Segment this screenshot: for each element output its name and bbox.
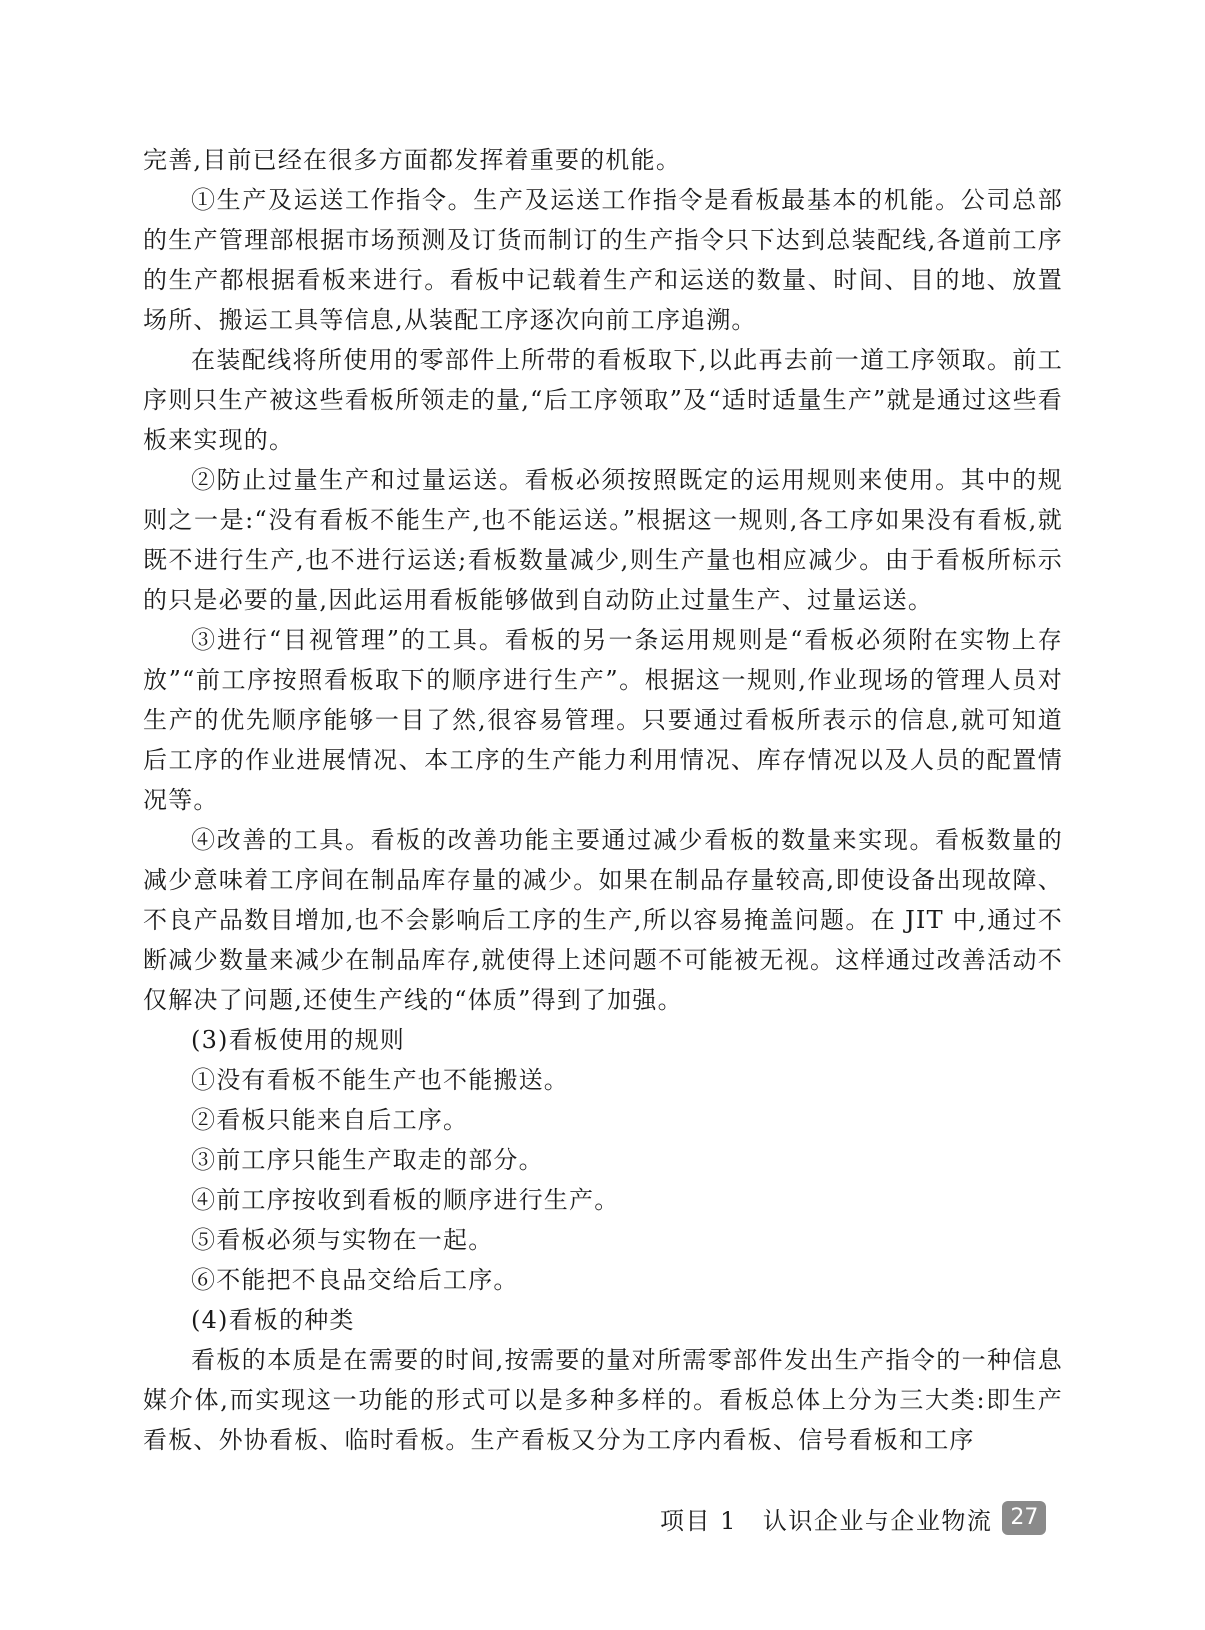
rule-item-1: ①没有看板不能生产也不能搬送。 — [191, 1066, 569, 1094]
page-footer — [660, 1500, 1046, 1536]
paragraph-instruction-function: ①生产及运送工作指令。生产及运送工作指令是看板最基本的机能。公司总部的生产管理部根据市场预测及订货而制订的生产指令只下达到总装配线,各道前工序的生产都根据看板来进行。看板中记载着生产和运送的数量、时间、目的地、放置场所、搬运工具等信息,从装配工序逐次向前工序追溯。 — [143, 186, 1063, 334]
footer-project: 项目 1 — [660, 1506, 737, 1535]
footer-chapter-title: 认识企业与企业物流 — [762, 1506, 993, 1535]
page-number-badge: 27 — [1002, 1501, 1046, 1535]
rule-item-3: ③前工序只能生产取走的部分。 — [191, 1146, 544, 1174]
paragraph-improvement-tool: ④改善的工具。看板的改善功能主要通过减少看板的数量来实现。看板数量的减少意味着工序间在制品库存量的减少。如果在制品存量较高,即使设备出现故障、不良产品数目增加,也不会影响后工序的生产,所以容易掩盖问题。在 JIT 中,通过不断减少数量来减少在制品库存,就使得上述问题不可能被无视。这样通过改善活动不仅解决了问题,还使生产线的“体质”得到了加强。 — [143, 826, 1063, 1014]
paragraph-prevent-overproduction: ②防止过量生产和过量运送。看板必须按照既定的运用规则来使用。其中的规则之一是:“没有看板不能生产,也不能运送。”根据这一规则,各工序如果没有看板,就既不进行生产,也不进行运送;看板数量减少,则生产量也相应减少。由于看板所标示的只是必要的量,因此运用看板能够做到自动防止过量生产、过量运送。 — [143, 466, 1063, 614]
rule-item-2: ②看板只能来自后工序。 — [191, 1106, 469, 1134]
paragraph-intro: 完善,目前已经在很多方面都发挥着重要的机能。 — [143, 146, 682, 174]
paragraph-kanban-types: 看板的本质是在需要的时间,按需要的量对所需零部件发出生产指令的一种信息媒介体,而实现这一功能的形式可以是多种多样的。看板总体上分为三大类:即生产看板、外协看板、临时看板。生产看板又分为工序内看板、信号看板和工序 — [143, 1346, 1063, 1454]
rule-item-5: ⑤看板必须与实物在一起。 — [191, 1226, 494, 1254]
section-heading-rules: (3)看板使用的规则 — [191, 1026, 405, 1054]
paragraph-assembly-line: 在装配线将所使用的零部件上所带的看板取下,以此再去前一道工序领取。前工序则只生产被这些看板所领走的量,“后工序领取”及“适时适量生产”就是通过这些看板来实现的。 — [143, 346, 1063, 454]
rule-item-4: ④前工序按收到看板的顺序进行生产。 — [191, 1186, 620, 1214]
paragraph-visual-management: ③进行“目视管理”的工具。看板的另一条运用规则是“看板必须附在实物上存放”“前工序按照看板取下的顺序进行生产”。根据这一规则,作业现场的管理人员对生产的优先顺序能够一目了然,很容易管理。只要通过看板所表示的信息,就可知道后工序的作业进展情况、本工序的生产能力利用情况、库存情况以及人员的配置情况等。 — [143, 626, 1063, 814]
page-body — [143, 140, 1063, 1460]
rule-item-6: ⑥不能把不良品交给后工序。 — [191, 1266, 519, 1294]
section-heading-types: (4)看板的种类 — [191, 1306, 355, 1334]
